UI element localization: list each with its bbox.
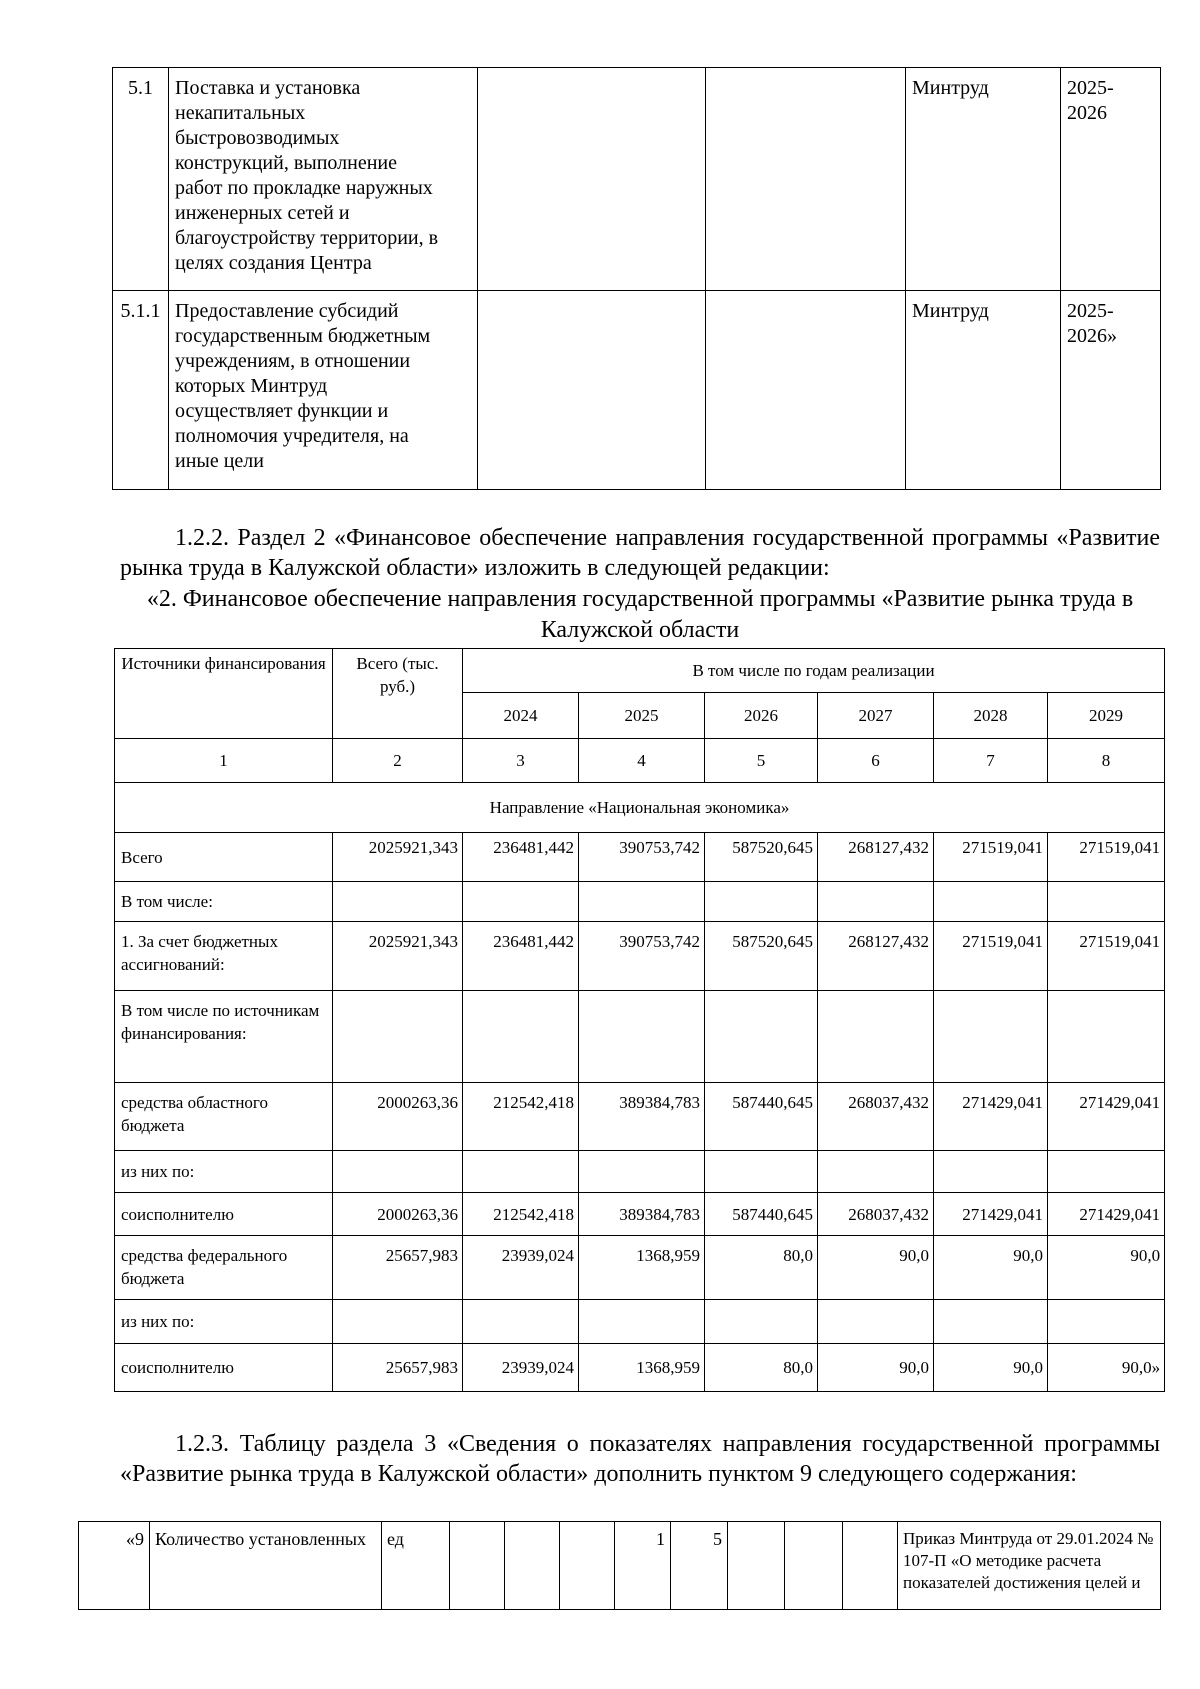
cell-2024: 23939,024 bbox=[463, 1344, 579, 1392]
empty-cell bbox=[818, 882, 934, 922]
period: 2025- 2026 bbox=[1061, 68, 1161, 291]
empty-cell bbox=[333, 1151, 463, 1193]
column-numbers-row bbox=[115, 739, 1165, 783]
cell-2024: 23939,024 bbox=[463, 1236, 579, 1300]
direction-row bbox=[115, 783, 1165, 833]
col-number: 3 bbox=[463, 739, 579, 783]
header-year: 2029 bbox=[1048, 693, 1165, 739]
row-label: Всего bbox=[115, 833, 333, 882]
empty-cell bbox=[1048, 991, 1165, 1083]
col-number: 6 bbox=[818, 739, 934, 783]
row-number: 5.1.1 bbox=[113, 291, 169, 490]
empty-cell bbox=[934, 991, 1048, 1083]
cell-2029: 90,0 bbox=[1048, 1236, 1165, 1300]
cell-2028: 271519,041 bbox=[934, 922, 1048, 991]
cell-2029: 271429,041 bbox=[1048, 1083, 1165, 1151]
period: 2025- 2026» bbox=[1061, 291, 1161, 490]
cell-2024: 236481,442 bbox=[463, 833, 579, 882]
empty-cell bbox=[705, 991, 818, 1083]
cell-total: 2025921,343 bbox=[333, 922, 463, 991]
table-row bbox=[113, 68, 1161, 291]
indicator-basis: Приказ Минтруда от 29.01.2024 № 107-П «О методике расчета показателей достижения целей и bbox=[898, 1522, 1161, 1610]
activity-name: Поставка и установка некапитальных быстровозводимых конструкций, выполнение работ по прокладке наружных инженерных сетей и благоустройству территории, в целях создания Центра bbox=[169, 68, 478, 291]
empty-cell bbox=[705, 1151, 818, 1193]
cell-2024: 212542,418 bbox=[463, 1083, 579, 1151]
empty-cell bbox=[934, 1151, 1048, 1193]
row-label: В том числе по источникам финансирования: bbox=[115, 991, 333, 1083]
col-number: 7 bbox=[934, 739, 1048, 783]
empty-cell bbox=[934, 882, 1048, 922]
cell-2025: 1368,959 bbox=[579, 1236, 705, 1300]
cell-2027: 268037,432 bbox=[818, 1083, 934, 1151]
table-row bbox=[113, 291, 1161, 490]
cell-2025: 390753,742 bbox=[579, 833, 705, 882]
col-number: 4 bbox=[579, 739, 705, 783]
header-year: 2026 bbox=[705, 693, 818, 739]
empty-cell bbox=[1048, 1300, 1165, 1344]
empty-cell bbox=[705, 882, 818, 922]
empty-cell bbox=[478, 68, 706, 291]
cell-2026: 587440,645 bbox=[705, 1193, 818, 1236]
indicator-number: «9 bbox=[79, 1522, 150, 1610]
cell-2029: 271429,041 bbox=[1048, 1193, 1165, 1236]
empty-cell bbox=[579, 1300, 705, 1344]
cell-2027: 268037,432 bbox=[818, 1193, 934, 1236]
table-row bbox=[79, 1522, 1161, 1610]
cell-2025: 1368,959 bbox=[579, 1344, 705, 1392]
table-row bbox=[115, 1344, 1165, 1392]
cell-total: 25657,983 bbox=[333, 1344, 463, 1392]
table-cell bbox=[843, 1522, 898, 1610]
table-row bbox=[115, 1300, 1165, 1344]
col-number: 2 bbox=[333, 739, 463, 783]
empty-cell bbox=[579, 882, 705, 922]
row-label: В том числе: bbox=[115, 882, 333, 922]
cell-2024: 212542,418 bbox=[463, 1193, 579, 1236]
table-cell bbox=[785, 1522, 843, 1610]
header-year: 2024 bbox=[463, 693, 579, 739]
empty-cell bbox=[579, 991, 705, 1083]
table-cell bbox=[450, 1522, 505, 1610]
row-label: из них по: bbox=[115, 1300, 333, 1344]
executor: Минтруд bbox=[906, 68, 1061, 291]
cell-2026: 80,0 bbox=[705, 1236, 818, 1300]
table-row bbox=[115, 1193, 1165, 1236]
header-year: 2027 bbox=[818, 693, 934, 739]
cell-2028: 90,0 bbox=[934, 1344, 1048, 1392]
executor: Минтруд bbox=[906, 291, 1061, 490]
cell-total: 2000263,36 bbox=[333, 1193, 463, 1236]
empty-cell bbox=[333, 1300, 463, 1344]
empty-cell bbox=[818, 1151, 934, 1193]
empty-cell bbox=[463, 1151, 579, 1193]
col-number: 1 bbox=[115, 739, 333, 783]
cell-2029: 271519,041 bbox=[1048, 833, 1165, 882]
table-row bbox=[115, 882, 1165, 922]
cell-2026: 587520,645 bbox=[705, 833, 818, 882]
cell-2026: 587520,645 bbox=[705, 922, 818, 991]
table-header-row bbox=[115, 649, 1165, 693]
cell-2025: 389384,783 bbox=[579, 1193, 705, 1236]
table-row bbox=[115, 1236, 1165, 1300]
cell-2029: 90,0» bbox=[1048, 1344, 1165, 1392]
table-cell: 5 bbox=[671, 1522, 728, 1610]
empty-cell bbox=[333, 991, 463, 1083]
empty-cell bbox=[705, 1300, 818, 1344]
activities-table bbox=[112, 67, 1161, 490]
empty-cell bbox=[706, 291, 906, 490]
indicator-unit: ед bbox=[382, 1522, 450, 1610]
paragraph-1-2-3: 1.2.3. Таблицу раздела 3 «Сведения о показателях направления государственной программы «Развитие рынка труда в Калужской области» дополнить пунктом 9 следующего содержания: bbox=[120, 1431, 1160, 1487]
header-total: Всего (тыс. руб.) bbox=[333, 649, 463, 739]
activity-name: Предоставление субсидий государственным бюджетным учреждениям, в отношении которых Минтруд осуществляет функции и полномочия учредителя, на иные цели bbox=[169, 291, 478, 490]
empty-cell bbox=[934, 1300, 1048, 1344]
empty-cell bbox=[478, 291, 706, 490]
table-cell bbox=[505, 1522, 560, 1610]
cell-2028: 271429,041 bbox=[934, 1193, 1048, 1236]
cell-2027: 268127,432 bbox=[818, 922, 934, 991]
table-row bbox=[115, 1151, 1165, 1193]
row-number: 5.1 bbox=[113, 68, 169, 291]
row-label: из них по: bbox=[115, 1151, 333, 1193]
cell-2029: 271519,041 bbox=[1048, 922, 1165, 991]
empty-cell bbox=[1048, 1151, 1165, 1193]
indicator-name: Количество установленных bbox=[150, 1522, 382, 1610]
cell-2024: 236481,442 bbox=[463, 922, 579, 991]
cell-2028: 271519,041 bbox=[934, 833, 1048, 882]
paragraph-1-2-2: 1.2.2. Раздел 2 «Финансовое обеспечение направления государственной программы «Развитие рынка труда в Калужской области» изложить в следующей редакции: bbox=[120, 525, 1160, 581]
header-sources: Источники финансирования bbox=[115, 649, 333, 739]
cell-2027: 268127,432 bbox=[818, 833, 934, 882]
col-number: 8 bbox=[1048, 739, 1165, 783]
row-label: соисполнителю bbox=[115, 1344, 333, 1392]
table-row bbox=[115, 922, 1165, 991]
table-cell: 1 bbox=[615, 1522, 671, 1610]
empty-cell bbox=[818, 991, 934, 1083]
empty-cell bbox=[1048, 882, 1165, 922]
empty-cell bbox=[706, 68, 906, 291]
cell-total: 2025921,343 bbox=[333, 833, 463, 882]
indicators-table bbox=[78, 1521, 1161, 1610]
cell-total: 2000263,36 bbox=[333, 1083, 463, 1151]
row-label: средства федерального бюджета bbox=[115, 1236, 333, 1300]
row-label: соисполнителю bbox=[115, 1193, 333, 1236]
cell-total: 25657,983 bbox=[333, 1236, 463, 1300]
header-by-years: В том числе по годам реализации bbox=[463, 649, 1165, 693]
direction-title: Направление «Национальная экономика» bbox=[115, 783, 1165, 833]
cell-2025: 390753,742 bbox=[579, 922, 705, 991]
empty-cell bbox=[579, 1151, 705, 1193]
row-label: 1. За счет бюджетных ассигнований: bbox=[115, 922, 333, 991]
table-row bbox=[115, 833, 1165, 882]
empty-cell bbox=[463, 991, 579, 1083]
cell-2028: 271429,041 bbox=[934, 1083, 1048, 1151]
col-number: 5 bbox=[705, 739, 818, 783]
cell-2027: 90,0 bbox=[818, 1344, 934, 1392]
empty-cell bbox=[818, 1300, 934, 1344]
section-2-title: «2. Финансовое обеспечение направления государственной программы «Развитие рынка труда в Калужской области bbox=[146, 586, 1134, 643]
table-cell bbox=[560, 1522, 615, 1610]
header-year: 2028 bbox=[934, 693, 1048, 739]
cell-2026: 80,0 bbox=[705, 1344, 818, 1392]
cell-2027: 90,0 bbox=[818, 1236, 934, 1300]
table-row bbox=[115, 1083, 1165, 1151]
empty-cell bbox=[463, 882, 579, 922]
empty-cell bbox=[463, 1300, 579, 1344]
table-cell bbox=[728, 1522, 785, 1610]
row-label: средства областного бюджета bbox=[115, 1083, 333, 1151]
empty-cell bbox=[333, 882, 463, 922]
cell-2028: 90,0 bbox=[934, 1236, 1048, 1300]
table-row bbox=[115, 991, 1165, 1083]
financing-table bbox=[114, 648, 1165, 1392]
header-year: 2025 bbox=[579, 693, 705, 739]
cell-2026: 587440,645 bbox=[705, 1083, 818, 1151]
cell-2025: 389384,783 bbox=[579, 1083, 705, 1151]
